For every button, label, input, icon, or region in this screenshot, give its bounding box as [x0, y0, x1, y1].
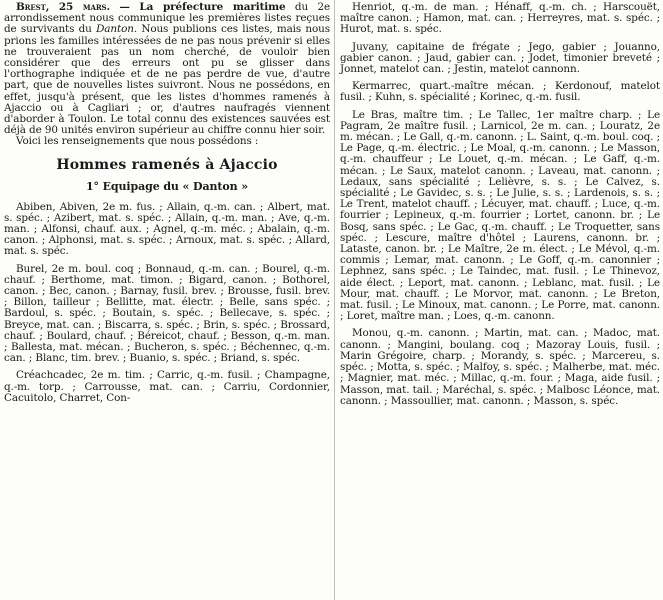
- names-list-j: Juvany, capitaine de frégate ; Jego, gabier ; Jouanno, gabier canon. ; Jaud, gabier can. ; Jodet, timonier breveté ; Jonnet, matelot can. ; Jestin, matelot cannonn.: [340, 40, 660, 76]
- lead-text: — La préfecture maritime: [119, 1, 286, 13]
- names-list-l: Le Bras, maître tim. ; Le Tallec, 1er maître charp. ; Le Pagram, 2e maître fusil. ; Larnicol, 2e m. can. ; Louratz, 2e m. mécan. ; Le Gall, q.-m. canonn. ; L. Saint, q.-m. boul. coq. ; Le Page, q.-m. électric. ; Le Moal, q.-m. canonn. ; Le Masson, q.-m. chauffeur ; Le Louet, q.-m. mécan. ; Le Gaff, q.-m. mécan. ; Le Saux, matelot canonn. ; Laveau, mat. canonn. ; Ledaux, sans spécialité ; Lelièvre, s. s. ; Le Calvez, s. spécialité ; Le Gavidec, s. s. ; Le Julie, s. s. ; Lardenois, s. s. ; Le Trent, matelot chauff. ; Lécuyer, mat. chauff. ; Luce, q.-m. fourrier ; Lepineux, q.-m. fourrier ; Lortet, canonn. br. ; Le Bosq, sans spéc. ; Le Gac, q.-m. chauff. ; Le Troquetter, sans spéc. ; Lescure, maître d'hôtel ; Laurens, canonn. br. ; Lataste, canon. br. ; Le Maître, 2e m. élect. ; Le Mévol, q.-m. commis ; Lemar, mat. canonn. ; Le Goff, q.-m. canonnier ; Lephnez, sans spéc. ; Le Taindec, mat. fusil. ; Le Thinevoz, aide élect. ; Leport, mat. canonn. ; Leblanc, mat. fusil. ; Le Mour, mat. chauff. ; Le Morvor, mat. canonn. ; Le Breton, mat. fusil. ; Le Minoux, mat. canonn. ; Le Porre, mat. canonn. ; Loret, maître man. ; Loes, q.-m. canonn.: [340, 108, 660, 323]
- names-list-b: Burel, 2e m. boul. coq ; Bonnaud, q.-m. can. ; Bourel, q.-m. chauf. ; Berthome, mat. timon. ; Bigard, canon. ; Bothorel, canon. ; Bec, canon. ; Barnay, fusil. brev. ; Brousse, fusil. brev. ; Billon, tailleur ; Bellitte, mat. électr. ; Belle, sans spéc. ; Bardoul, s. spéc. ; Boutain, s. spéc. ; Bellecave, s. spéc. ; Breyce, mat. can. ; Biscarra, s. spéc. ; Brin, s. spéc. ; Brossard, chauf. ; Boulard, chauf. ; Béreicot, chauf. ; Besson, q.-m. man. ; Ballesta, mat. mécan. ; Bucheron, s. spéc. ; Béchennec, q.-m. can. ; Blanc, tim. brev. ; Buanio, s. spéc. ; Briand, s. spéc.: [4, 262, 330, 365]
- dateline: Brest, 25 mars.: [16, 1, 111, 13]
- right-column: [340, 2, 660, 409]
- names-list-a: Abiben, Abiven, 2e m. fus. ; Allain, q.-m. can. ; Albert, mat. s. spéc. ; Azibert, mat. s. spéc. ; Allain, q.-m. man. ; Ave, q.-m. man. ; Alfonsi, chauf. aux. ; Agnel, q.-m. méc. ; Abalain, q.-m. canon. ; Alphonsi, mat. s. spéc. ; Arnoux, mat. s. spéc. ; Allard, mat. s. spéc.: [4, 200, 330, 258]
- section-subheading: 1° Equipage du « Danton »: [85, 179, 249, 193]
- names-list-c: Créachcadec, 2e m. tim. ; Carric, q.-m. fusil. ; Champagne, q.-m. torp. ; Carrousse, mat. can. ; Carriu, Cordonnier, Cacuitolo, Charret, Con-: [4, 369, 330, 404]
- names-list-k: Kermarrec, quart.-maître mécan. ; Kerdonouf, matelot fusil. ; Kuhn, s. spécialité ; Korinec, q.-m. fusil.: [340, 80, 660, 104]
- intro-text-1: du 2e arrondissement nous communique les premières listes reçues de survivants du: [4, 1, 331, 36]
- names-list-h: Henriot, q.-m. de man. ; Hénaff, q.-m. ch. ; Harscouët, maître canon. ; Hamon, mat. can. ; Herreyres, mat. s. spéc. ; Hurot, mat. s. spéc.: [340, 1, 660, 36]
- column-divider: [334, 0, 335, 600]
- intro-paragraph: [4, 2, 330, 136]
- intro-text-2: . Nous publions ces listes, mais nous prions les familles intéressées de ne pas nous prévenir si elles ne trouveraient pas un nom cherché, de vouloir bien considérer que des erreurs ont pu se glisser dans l'orthographe indiquée et de ne pas perdre de vue, d'autre part, que de nouvelles listes suivront. Nous ne possédons, en effet, jusqu'à présent, que les listes d'hommes ramenés à Ajaccio ou à Cagliari ; or, d'autres naufragés viennent d'aborder à Toulon. Le total connu des existences sauvées est déjà de 90 unités environ supérieur au chiffre connu hier soir.: [4, 23, 330, 137]
- ship-name: Danton: [96, 23, 134, 36]
- intro-paragraph-2: Voici les renseignements que nous possédons :: [16, 135, 259, 148]
- names-list-m: Monou, q.-m. canonn. ; Martin, mat. can. ; Madoc, mat. canonn. ; Mangini, boulang. coq ; Mazoray Louis, fusil. ; Marin Grégoire, charp. ; Morandy, s. spéc. ; Marcereu, s. spéc. ; Mottа, s. spéc. ; Malfoy, s. spéc. ; Malherbe, mat. méc. ; Magnier, mat. méc. ; Millac, q.-m. four. ; Maga, aide fusil. ; Masson, mat. tail. ; Maréchal, s. spéc. ; Malbosc Léonce, mat. canonn. ; Massoullier, mat. canonn. ; Masson, s. spéc.: [340, 327, 660, 407]
- left-column: [4, 2, 330, 406]
- section-heading: Hommes ramenés à Ajaccio: [56, 156, 278, 173]
